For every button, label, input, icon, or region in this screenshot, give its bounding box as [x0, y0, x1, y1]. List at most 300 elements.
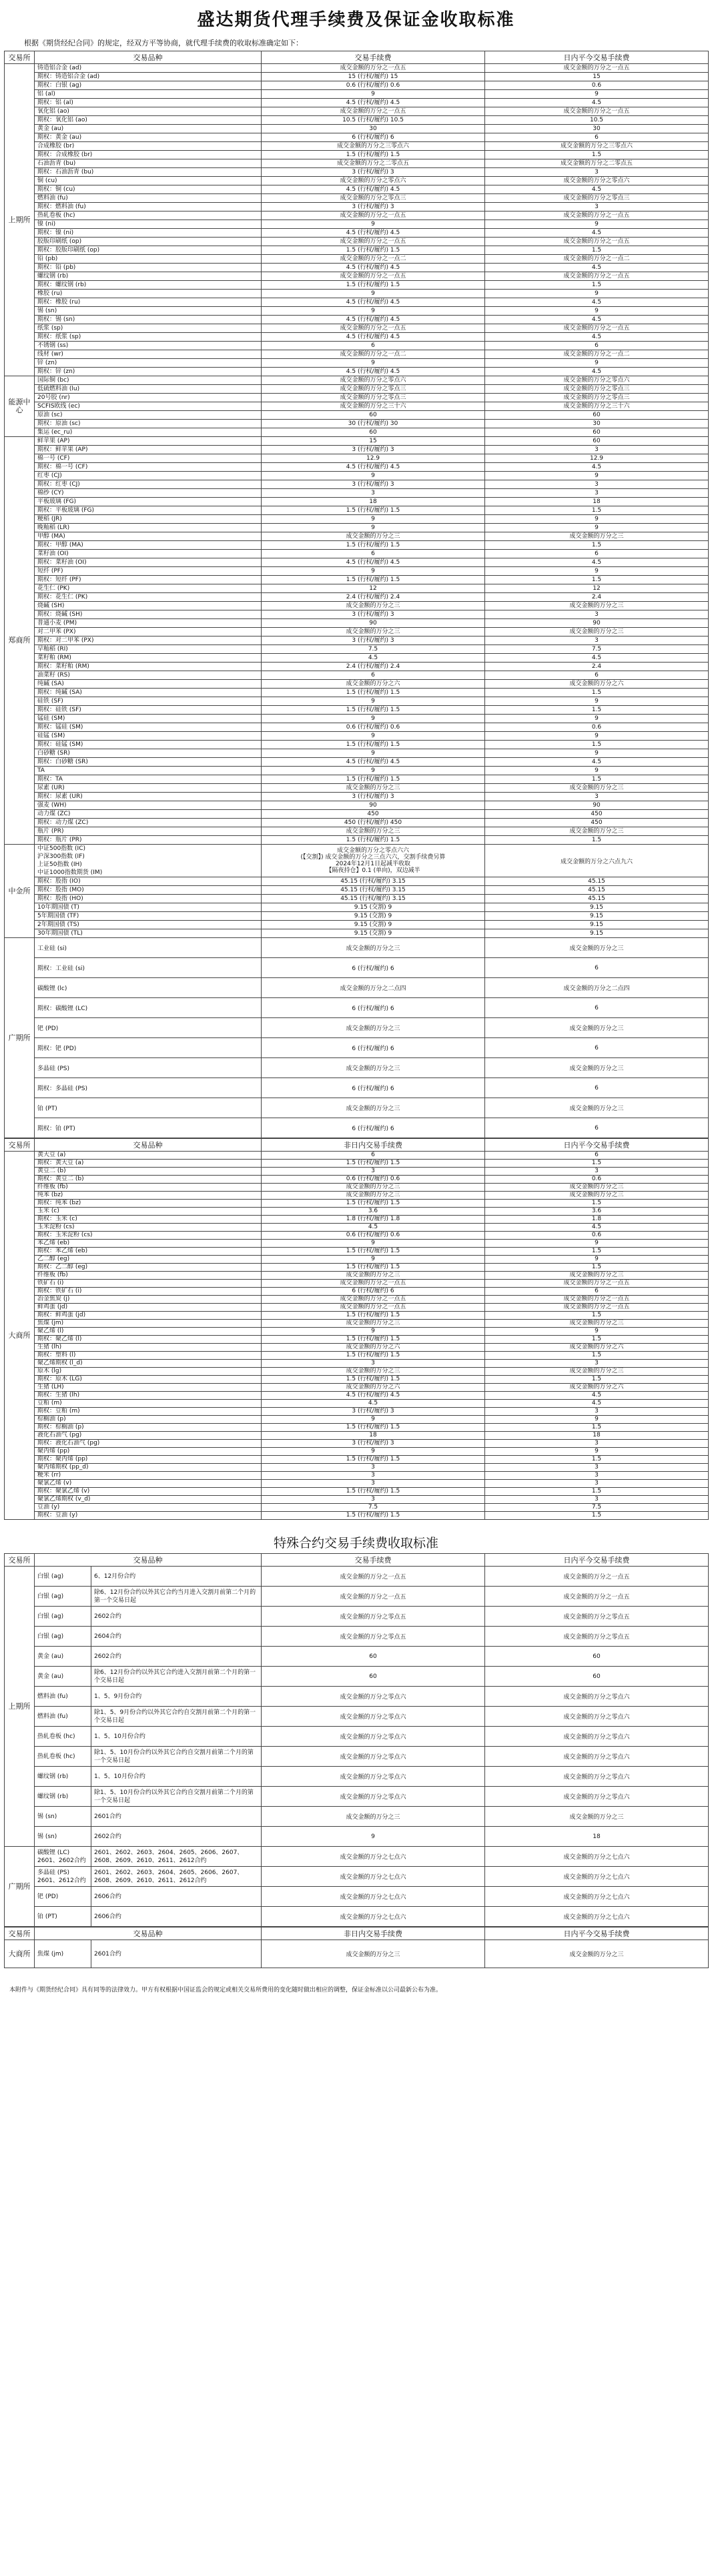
special-header-nonintraday-fee: 非日内交易手续费	[262, 1927, 485, 1940]
variety-cell: 纯苯 (bz)	[35, 1192, 262, 1200]
table-row	[5, 1456, 709, 1464]
section-dce	[5, 1152, 709, 1520]
col-header-variety: 交易品种	[35, 1139, 262, 1152]
variety-cell: 白砂糖 (SR)	[35, 749, 262, 758]
table-row	[5, 229, 709, 238]
intraday-fee-cell: 成交金额的万分之三	[485, 1098, 709, 1118]
table-row	[5, 489, 709, 498]
table-row	[5, 168, 709, 177]
variety-cell: 期权：股指 (MO)	[35, 886, 262, 895]
fee-cell: 6	[262, 671, 485, 680]
intraday-fee-cell: 9	[485, 307, 709, 316]
variety-cell: 期权：锌 (zn)	[35, 368, 262, 376]
table-row	[5, 90, 709, 99]
fee-cell: 1.5 (行权/履约) 1.5	[262, 1376, 485, 1384]
intraday-fee-cell: 9	[485, 1416, 709, 1424]
variety-cell: 期权：纸浆 (sp)	[35, 333, 262, 342]
fee-cell: 3	[262, 1168, 485, 1176]
contract-cell: 2601、2602、2603、2604、2605、2606、2607、2608、2609、2610、2611、2612合约	[91, 1847, 262, 1867]
table-row	[5, 1392, 709, 1400]
table-row	[5, 1296, 709, 1304]
intraday-fee-cell: 3	[485, 446, 709, 454]
intraday-fee-cell: 4.5	[485, 463, 709, 472]
table-row	[5, 550, 709, 558]
intraday-fee-cell: 1.8	[485, 1216, 709, 1224]
fee-cell: 成交金额的万分之三	[262, 602, 485, 610]
variety-cell: 期权：铁矿石 (i)	[35, 1288, 262, 1296]
variety-cell: 期权：硅锰 (SM)	[35, 741, 262, 749]
variety-cell: 期权：纯碱 (SA)	[35, 689, 262, 697]
variety-cell: 期权：氧化铝 (ao)	[35, 116, 262, 125]
table-row	[5, 1184, 709, 1192]
intraday-fee-cell: 15	[485, 73, 709, 81]
variety-cell	[35, 845, 262, 877]
intraday-fee-cell: 60	[485, 1647, 709, 1667]
fee-cell: 成交金额的万分之三	[262, 827, 485, 836]
intraday-fee-cell: 成交金额的万分之二点四	[485, 978, 709, 998]
variety-cell: 期权：多晶硅 (PS)	[35, 1078, 262, 1098]
variety-cell: 期权：花生仁 (PK)	[35, 593, 262, 602]
variety-cell: 聚乙烯 (l)	[35, 1328, 262, 1336]
table-row	[5, 1940, 709, 1968]
contract-cell: 2606合约	[91, 1907, 262, 1927]
variety-cell: 动力煤 (ZC)	[35, 810, 262, 819]
variety-cell: 期权：橡胶 (ru)	[35, 298, 262, 307]
intraday-fee-cell: 1.5	[485, 1352, 709, 1360]
table-row	[5, 402, 709, 411]
table-row	[5, 324, 709, 333]
col-header-intraday-fee: 日内平今交易手续费	[485, 51, 709, 64]
intraday-fee-cell: 90	[485, 801, 709, 810]
table-row	[5, 1440, 709, 1448]
fee-cell: 成交金额的万分之一点五	[262, 1567, 485, 1587]
fee-cell: 成交金额的万分之一点五	[262, 1304, 485, 1312]
fee-cell: 7.5	[262, 1504, 485, 1512]
fee-cell: 3 (行权/履约) 3	[262, 1408, 485, 1416]
contract-cell: 1、5、10月份合约	[91, 1727, 262, 1747]
table-row	[5, 1368, 709, 1376]
fee-cell: 成交金额的万分之一点五	[262, 1280, 485, 1288]
fee-cell: 成交金额的万分之零点五	[262, 1607, 485, 1627]
table-row	[5, 1464, 709, 1472]
fee-cell: 成交金额的万分之三	[262, 1098, 485, 1118]
intraday-fee-cell: 成交金额的万分之三	[485, 602, 709, 610]
variety-cell: 强麦 (WH)	[35, 801, 262, 810]
table-row	[5, 1038, 709, 1058]
fee-cell: 9	[262, 307, 485, 316]
table-row	[5, 220, 709, 229]
fee-cell: 4.5 (行权/履约) 4.5	[262, 229, 485, 238]
variety-cell: 油菜籽 (RS)	[35, 671, 262, 680]
fee-cell: 成交金额的万分之六	[262, 1344, 485, 1352]
table-row	[5, 1480, 709, 1488]
intraday-fee-cell: 6	[485, 550, 709, 558]
intraday-fee-cell: 成交金额的万分之三	[485, 1368, 709, 1376]
intraday-fee-cell: 1.5	[485, 706, 709, 715]
intraday-fee-cell: 6	[485, 133, 709, 142]
intraday-fee-cell: 450	[485, 819, 709, 827]
table-row	[5, 1416, 709, 1424]
fee-cell: 3	[262, 1472, 485, 1480]
table-row	[5, 1018, 709, 1038]
intraday-fee-cell: 成交金额的万分之七点六	[485, 1847, 709, 1867]
table-row	[5, 886, 709, 895]
variety-cell: 聚氯乙烯 (v)	[35, 1480, 262, 1488]
intraday-fee-cell: 3	[485, 480, 709, 489]
intraday-fee-cell: 成交金额的万分之三十六	[485, 402, 709, 411]
special-fee-table-dce	[4, 1927, 709, 1968]
table-row	[5, 142, 709, 151]
table-row	[5, 903, 709, 912]
variety-cell: 5年期国债 (TF)	[35, 912, 262, 921]
variety-cell: 生猪 (LH)	[35, 1384, 262, 1392]
variety-cell: 多晶硅 (PS)	[35, 1058, 262, 1078]
variety-cell: 乙二醇 (eg)	[35, 1256, 262, 1264]
intraday-fee-cell: 成交金额的万分之零点六	[485, 1767, 709, 1787]
variety-cell: 期权：聚乙烯 (l)	[35, 1336, 262, 1344]
intraday-fee-cell: 4.5	[485, 316, 709, 324]
intraday-fee-cell: 4.5	[485, 654, 709, 663]
fee-cell: 成交金额的万分之七点六	[262, 1907, 485, 1927]
page	[4, 4, 708, 2010]
table-row	[5, 784, 709, 793]
intraday-fee-cell: 30	[485, 125, 709, 133]
table-row	[5, 1647, 709, 1667]
table-row	[5, 1264, 709, 1272]
index-name: 中证500指数 (IC)	[37, 845, 86, 852]
intraday-fee-cell: 45.15	[485, 895, 709, 903]
intraday-fee-cell: 3	[485, 1408, 709, 1416]
fee-cell: 12.9	[262, 454, 485, 463]
fee-cell: 成交金额的万分之一点五	[262, 238, 485, 246]
table-row	[5, 177, 709, 185]
intraday-fee-cell: 1.5	[485, 281, 709, 290]
table-row	[5, 938, 709, 958]
variety-cell: SCFIS欧线 (ec)	[35, 402, 262, 411]
variety-cell: 白银 (ag)	[35, 1627, 91, 1647]
fee-cell: 9	[262, 515, 485, 524]
variety-cell: 硅锰 (SM)	[35, 732, 262, 741]
table-row	[5, 1504, 709, 1512]
variety-cell: 期权：鲜鸡蛋 (jd)	[35, 1312, 262, 1320]
intraday-fee-cell: 3	[485, 793, 709, 801]
fee-cell: 1.5 (行权/履约) 1.5	[262, 246, 485, 255]
variety-cell: 合成橡胶 (br)	[35, 142, 262, 151]
fee-cell: 成交金额的万分之零点三	[262, 194, 485, 203]
variety-cell: 钯 (PD)	[35, 1887, 91, 1907]
contract-cell: 除1、5、10月份合约以外其它合约自交割月前第二个月的第一个交易日起	[91, 1787, 262, 1807]
table-row	[5, 99, 709, 107]
fee-cell: 60	[262, 1667, 485, 1687]
fee-cell: 9	[262, 749, 485, 758]
fee-cell: 1.5 (行权/履约) 1.5	[262, 775, 485, 784]
variety-cell: 期权：原木 (LG)	[35, 1376, 262, 1384]
fee-cell: 1.5 (行权/履约) 1.5	[262, 281, 485, 290]
intraday-fee-cell: 4.5	[485, 1224, 709, 1232]
intraday-fee-cell: 9	[485, 697, 709, 706]
variety-cell: 期权：铜 (cu)	[35, 185, 262, 194]
fee-cell: 3 (行权/履约) 3	[262, 480, 485, 489]
fee-cell: 4.5 (行权/履约) 4.5	[262, 1392, 485, 1400]
intraday-fee-cell: 成交金额的万分之三	[485, 628, 709, 636]
fee-cell: 7.5	[262, 645, 485, 654]
variety-cell: 生猪 (lh)	[35, 1344, 262, 1352]
fee-cell: 4.5 (行权/履约) 4.5	[262, 99, 485, 107]
section-czce	[5, 437, 709, 845]
fee-cell: 6 (行权/履约) 6	[262, 1118, 485, 1138]
table-row	[5, 1424, 709, 1432]
table-row	[5, 663, 709, 671]
table-row	[5, 1707, 709, 1727]
variety-cell: 菜籽粕 (RM)	[35, 654, 262, 663]
table-row	[5, 1232, 709, 1240]
variety-cell: 螺纹钢 (rb)	[35, 1787, 91, 1807]
intraday-fee-cell: 3	[485, 168, 709, 177]
variety-cell: 锡 (sn)	[35, 1827, 91, 1847]
fee-cell: 6	[262, 550, 485, 558]
table-row	[5, 775, 709, 784]
intraday-fee-cell: 6	[485, 1288, 709, 1296]
table-row	[5, 741, 709, 749]
fee-cell: 3	[262, 1480, 485, 1488]
intraday-fee-cell: 4.5	[485, 333, 709, 342]
fee-cell: 6 (行权/履约) 6	[262, 1078, 485, 1098]
intraday-fee-cell: 3	[485, 489, 709, 498]
variety-cell: 白银 (ag)	[35, 1607, 91, 1627]
intraday-fee-cell: 9	[485, 567, 709, 576]
fee-cell: 成交金额的万分之三十六	[262, 402, 485, 411]
fee-cell: 成交金额的万分之六	[262, 1384, 485, 1392]
fee-cell: 成交金额的万分之三	[262, 784, 485, 793]
variety-cell: 期权：碳酸锂 (LC)	[35, 998, 262, 1018]
table-row	[5, 1887, 709, 1907]
table-row	[5, 1727, 709, 1747]
table-row	[5, 1216, 709, 1224]
variety-cell: 铜 (cu)	[35, 177, 262, 185]
variety-cell: 期权：苯乙烯 (eb)	[35, 1248, 262, 1256]
fee-cell: 9	[262, 290, 485, 298]
intraday-fee-cell: 成交金额的万分之六点九六	[485, 845, 709, 877]
table-row	[5, 480, 709, 489]
index-name: 上证50指数 (IH)	[37, 861, 82, 868]
table-row	[5, 203, 709, 211]
table-row	[5, 515, 709, 524]
intraday-fee-cell: 成交金额的万分之零点六	[485, 1747, 709, 1767]
table-row	[5, 1304, 709, 1312]
contract-cell: 除6、12月份合约以外其它合约进入交割月前第二个月的第一个交易日起	[91, 1667, 262, 1687]
table-row	[5, 697, 709, 706]
table-row	[5, 238, 709, 246]
table-row	[5, 1336, 709, 1344]
variety-cell: 热轧卷板 (hc)	[35, 211, 262, 220]
intraday-fee-cell: 9	[485, 1328, 709, 1336]
fee-cell: 成交金额的万分之二点四	[262, 978, 485, 998]
table-row	[5, 680, 709, 689]
table-row	[5, 1118, 709, 1138]
variety-cell: TA	[35, 767, 262, 775]
variety-cell: 碳酸锂 (LC) 2601、2602合约	[35, 1847, 91, 1867]
intraday-fee-cell: 成交金额的万分之零点六	[485, 1687, 709, 1707]
fee-cell: 3	[262, 1360, 485, 1368]
fee-cell: 90	[262, 619, 485, 628]
intraday-fee-cell: 4.5	[485, 298, 709, 307]
fee-cell: 9.15 (交割) 9	[262, 903, 485, 912]
fee-cell: 9	[262, 1328, 485, 1336]
section-shfe	[5, 64, 709, 376]
variety-cell: 原木 (lg)	[35, 1368, 262, 1376]
table-row	[5, 801, 709, 810]
intraday-fee-cell: 成交金额的万分之零点六	[485, 1787, 709, 1807]
table-row	[5, 921, 709, 929]
table-row	[5, 1408, 709, 1416]
fee-cell: 1.5 (行权/履约) 1.5	[262, 1456, 485, 1464]
variety-cell: 2年期国债 (TS)	[35, 921, 262, 929]
special-header-variety: 交易品种	[35, 1554, 262, 1567]
variety-cell: 期权：对二甲苯 (PX)	[35, 636, 262, 645]
fee-cell: 3	[262, 1496, 485, 1504]
table-row	[5, 64, 709, 73]
variety-cell: 期权：黄金 (au)	[35, 133, 262, 142]
table-row	[5, 307, 709, 316]
contract-cell: 1、5、10月份合约	[91, 1767, 262, 1787]
table-row	[5, 749, 709, 758]
variety-cell: 期权：白银 (ag)	[35, 81, 262, 90]
table-row	[5, 998, 709, 1018]
variety-cell: 棉纱 (CY)	[35, 489, 262, 498]
variety-cell: 尿素 (UR)	[35, 784, 262, 793]
table-row	[5, 567, 709, 576]
col-header-normal-fee: 交易手续费	[262, 51, 485, 64]
table-row	[5, 827, 709, 836]
variety-cell: 期权：铂 (PT)	[35, 1118, 262, 1138]
fee-cell: 3 (行权/履约) 3	[262, 446, 485, 454]
fee-cell: 4.5 (行权/履约) 4.5	[262, 264, 485, 272]
table-row	[5, 420, 709, 428]
table-row	[5, 877, 709, 886]
fee-cell: 成交金额的万分之三	[262, 1807, 485, 1827]
fee-cell: 9.15 (交割) 9	[262, 929, 485, 938]
fee-cell: 成交金额的万分之零点三	[262, 394, 485, 402]
variety-cell: 铁矿石 (i)	[35, 1280, 262, 1288]
table-row	[5, 116, 709, 125]
table-row	[5, 1160, 709, 1168]
fee-cell: 6 (行权/履约) 6	[262, 1038, 485, 1058]
variety-cell: 热轧卷板 (hc)	[35, 1747, 91, 1767]
variety-cell: 冶金焦炭 (j)	[35, 1296, 262, 1304]
variety-cell: 期权：铅 (pb)	[35, 264, 262, 272]
contract-cell: 2601、2602、2603、2604、2605、2606、2607、2608、2609、2610、2611、2612合约	[91, 1867, 262, 1887]
page-title: 盛达期货代理手续费及保证金收取标准	[197, 10, 515, 30]
fee-cell: 0.6 (行权/履约) 0.6	[262, 81, 485, 90]
intraday-fee-cell: 6	[485, 958, 709, 978]
fee-table-dce	[4, 1138, 709, 1520]
variety-cell: 石油沥青 (bu)	[35, 159, 262, 168]
fee-cell: 1.5 (行权/履约) 1.5	[262, 1488, 485, 1496]
index-name: 沪深300指数 (IF)	[37, 853, 85, 860]
variety-cell: 焦煤 (jm)	[35, 1940, 91, 1968]
table-row	[5, 359, 709, 368]
intraday-fee-cell: 9	[485, 90, 709, 99]
intraday-fee-cell: 9	[485, 715, 709, 723]
fee-cell: 6 (行权/履约) 6	[262, 958, 485, 978]
intraday-fee-cell: 60	[485, 437, 709, 446]
contract-cell: 2601合约	[91, 1940, 262, 1968]
intraday-fee-cell: 成交金额的万分之一点二	[485, 350, 709, 359]
variety-cell: 30年期国债 (TL)	[35, 929, 262, 938]
table-row	[5, 1607, 709, 1627]
table-row	[5, 1176, 709, 1184]
table-row	[5, 1488, 709, 1496]
fee-cell: 成交金额的万分之零点六	[262, 1787, 485, 1807]
table-row	[5, 472, 709, 480]
intraday-fee-cell: 成交金额的万分之零点五	[485, 1627, 709, 1647]
intraday-fee-cell: 7.5	[485, 1504, 709, 1512]
intraday-fee-cell: 3.6	[485, 1208, 709, 1216]
intro-text: 根据《期货经纪合同》的规定，经双方平等协商，就代理手续费的收取标准确定如下：	[24, 39, 303, 47]
intraday-fee-cell: 9	[485, 1240, 709, 1248]
intraday-fee-cell: 18	[485, 1432, 709, 1440]
fee-cell: 45.15 (行权/履约) 3.15	[262, 895, 485, 903]
variety-cell: 期权：锰硅 (SM)	[35, 723, 262, 732]
variety-cell: 多晶硅 (PS) 2601、2612合约	[35, 1867, 91, 1887]
table-row	[5, 1168, 709, 1176]
intraday-fee-cell: 成交金额的万分之零点六	[485, 1707, 709, 1727]
exchange-cell: 能源中心	[5, 376, 35, 437]
intraday-fee-cell: 成交金额的万分之三	[485, 1058, 709, 1078]
table-row	[5, 1288, 709, 1296]
intraday-fee-cell: 3	[485, 1360, 709, 1368]
fee-cell: 成交金额的万分之零点三	[262, 385, 485, 394]
fee-cell: 1.5 (行权/履约) 1.5	[262, 1312, 485, 1320]
table-row	[5, 978, 709, 998]
intraday-fee-cell: 4.5	[485, 368, 709, 376]
variety-cell: 碳酸锂 (lc)	[35, 978, 262, 998]
fee-cell: 3 (行权/履约) 3	[262, 636, 485, 645]
intraday-fee-cell: 成交金额的万分之二零点五	[485, 159, 709, 168]
table-row	[5, 584, 709, 593]
variety-cell: 镍 (ni)	[35, 220, 262, 229]
intraday-fee-cell: 1.5	[485, 1312, 709, 1320]
table-row	[5, 298, 709, 307]
fee-cell: 成交金额的万分之三	[262, 1018, 485, 1038]
variety-cell: 粳稻 (JR)	[35, 515, 262, 524]
table-row	[5, 428, 709, 437]
table-row	[5, 1567, 709, 1587]
intraday-fee-cell: 4.5	[485, 558, 709, 567]
fee-cell: 9	[262, 767, 485, 775]
intraday-fee-cell: 9	[485, 1256, 709, 1264]
variety-cell: 豆粕 (m)	[35, 1400, 262, 1408]
table-row	[5, 1078, 709, 1098]
fee-cell: 1.5 (行权/履约) 1.5	[262, 1424, 485, 1432]
variety-cell: 对二甲苯 (PX)	[35, 628, 262, 636]
fee-cell: 4.5 (行权/履约) 4.5	[262, 185, 485, 194]
fee-cell: 成交金额的万分之七点六	[262, 1887, 485, 1907]
intraday-fee-cell: 3	[485, 1480, 709, 1488]
table-row	[5, 437, 709, 446]
intraday-fee-cell: 60	[485, 1667, 709, 1687]
variety-cell: 热轧卷板 (hc)	[35, 1727, 91, 1747]
intraday-fee-cell: 0.6	[485, 723, 709, 732]
intraday-fee-cell: 9.15	[485, 929, 709, 938]
fee-cell: 9	[262, 1240, 485, 1248]
table-row	[5, 281, 709, 290]
intraday-fee-cell: 成交金额的万分之一点五	[485, 1567, 709, 1587]
fee-cell: 18	[262, 1432, 485, 1440]
intraday-fee-cell: 18	[485, 498, 709, 506]
table-row	[5, 1256, 709, 1264]
col-header-nonintraday-fee: 非日内交易手续费	[262, 1139, 485, 1152]
